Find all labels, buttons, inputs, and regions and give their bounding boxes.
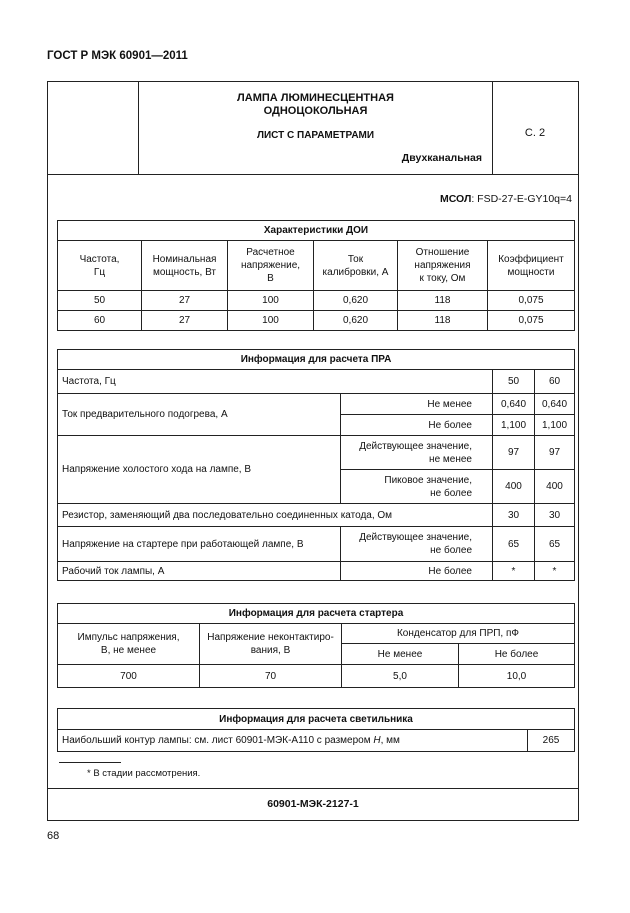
starter-value-noncontact: 70: [200, 665, 342, 688]
doi-data-cell: 118: [398, 291, 488, 311]
doi-header-cell: [488, 241, 575, 291]
page-number: 68: [47, 830, 60, 842]
starter-header-row: [58, 624, 575, 644]
pra-starter-voltage-cond-line1: Действующее значение,: [359, 532, 472, 543]
starter-value-capacitor-min: 5,0: [342, 665, 459, 688]
pra-preheat-min-label: Не менее: [341, 394, 493, 415]
pra-row-ocv-effective: [58, 436, 575, 470]
pra-preheat-max-label: Не более: [341, 415, 493, 436]
pra-lamp-current-cond: Не более: [341, 562, 493, 581]
pra-ocv-peak-label: [341, 470, 493, 504]
pra-row-lamp-current: [58, 562, 575, 581]
footnote: * В стадии рассмотрения.: [87, 768, 201, 779]
starter-table-title: Информация для расчета стартера: [58, 604, 575, 624]
doi-data-cell: 100: [228, 311, 314, 331]
pra-preheat-max-50: 1,100: [493, 415, 535, 436]
pra-row-resistor: [58, 504, 575, 527]
pra-starter-voltage-cond-line2: не более: [430, 545, 472, 556]
pra-resistor-50: 30: [493, 504, 535, 527]
luminaire-contour-row: [58, 730, 575, 752]
luminaire-table-title: Информация для расчета светильника: [58, 709, 575, 730]
lamp-title-line1: ЛАМПА ЛЮМИНЕСЦЕНТНАЯ: [237, 92, 394, 104]
doi-header-cell: [142, 241, 228, 291]
luminaire-contour-label: [58, 730, 528, 752]
luminaire-contour-text: Наибольший контур лампы: см. лист 60901-МЭК-А110 с размером: [62, 735, 374, 746]
luminaire-info-table: [57, 708, 575, 752]
pra-ocv-peak-label-line1: Пиковое значение,: [384, 474, 472, 486]
doi-header-row: [58, 241, 575, 291]
title-block-left-cell: [48, 82, 139, 174]
variant-label: Двухканальная: [401, 152, 482, 164]
footer-separator: [48, 788, 578, 789]
luminaire-contour-dimension: Н: [373, 735, 381, 746]
pra-ocv-peak-label-line2: не более: [430, 487, 472, 499]
pra-resistor-label: Резистор, заменяющий два последовательно соединенных катода, Ом: [58, 504, 493, 527]
doi-data-cell: 100: [228, 291, 314, 311]
starter-value-pulse: 700: [58, 665, 200, 688]
doi-header-line: В: [267, 273, 274, 284]
pra-frequency-label: Частота, Гц: [58, 370, 493, 394]
pra-row-preheat-min: [58, 394, 575, 415]
doi-header-cell: [58, 241, 142, 291]
doi-header-line: мощности: [507, 266, 555, 278]
pra-preheat-max-60: 1,100: [535, 415, 575, 436]
luminaire-contour-value: 265: [528, 730, 575, 752]
doi-header-line: Расчетное: [246, 247, 295, 258]
doi-header-cell: [398, 241, 488, 291]
doi-data-row: [58, 311, 575, 331]
msol-label: МСОЛ: [439, 193, 472, 205]
pra-ocv-eff-label-line2: не менее: [429, 453, 472, 465]
doi-data-cell: 0,075: [488, 291, 575, 311]
luminaire-contour-unit: , мм: [380, 735, 400, 746]
starter-values-row: [58, 665, 575, 688]
starter-col-pulse: [58, 624, 200, 665]
doi-data-cell: 0,620: [314, 291, 398, 311]
pra-resistor-60: 30: [535, 504, 575, 527]
doi-header-line: к току, Ом: [419, 273, 466, 284]
doi-data-cell: 27: [142, 291, 228, 311]
sheet-caption: ЛИСТ С ПАРАМЕТРАМИ: [256, 130, 375, 141]
doi-header-line: Номинальная: [152, 253, 217, 265]
starter-col-capacitor-min: Не менее: [342, 644, 459, 665]
doi-data-cell: 0,620: [314, 311, 398, 331]
pra-ocv-eff-50: 97: [493, 436, 535, 470]
starter-value-capacitor-max: 10,0: [459, 665, 575, 688]
pra-ocv-eff-label: [341, 436, 493, 470]
doi-header-line: напряжения: [414, 260, 471, 271]
pra-ocv-eff-label-line1: Действующее значение,: [359, 440, 472, 452]
pra-starter-voltage-60: 65: [535, 527, 575, 562]
sheet-frame: [47, 81, 579, 821]
doi-header-line: напряжение,: [240, 260, 301, 271]
pra-ocv-label: Напряжение холостого хода на лампе, В: [58, 436, 341, 504]
doi-data-cell: 27: [142, 311, 228, 331]
pra-row-frequency: [58, 370, 575, 394]
doi-header-line: Частота,: [79, 253, 120, 265]
pra-row-starter-voltage: [58, 527, 575, 562]
doi-table-title: Характеристики ДОИ: [58, 221, 575, 241]
starter-col-noncontact: [200, 624, 342, 665]
pra-starter-voltage-cond: [341, 527, 493, 562]
doi-data-row: [58, 291, 575, 311]
doi-data-cell: 60: [58, 311, 142, 331]
doi-header-cell: [228, 241, 314, 291]
pra-frequency-50: 50: [493, 370, 535, 394]
starter-info-table: [57, 603, 575, 688]
starter-col-pulse-line1: Импульс напряжения,: [77, 632, 180, 643]
pra-preheat-label: Ток предварительного подогрева, А: [58, 394, 341, 436]
pra-info-table: [57, 349, 575, 581]
doi-header-line: мощность, Вт: [152, 266, 216, 278]
doi-data-cell: 0,075: [488, 311, 575, 331]
lamp-title: [139, 92, 492, 118]
pra-ocv-eff-60: 97: [535, 436, 575, 470]
footnote-rule: [59, 762, 121, 763]
msol-value: : FSD-27-E-GY10q=4: [471, 193, 572, 205]
pra-ocv-peak-50: 400: [493, 470, 535, 504]
pra-ocv-peak-60: 400: [535, 470, 575, 504]
doi-header-line: калибровки, А: [322, 266, 389, 278]
doi-header-cell: [314, 241, 398, 291]
starter-col-capacitor-max: Не более: [459, 644, 575, 665]
pra-lamp-current-50: *: [493, 562, 535, 581]
pra-lamp-current-60: *: [535, 562, 575, 581]
starter-col-noncontact-line2: вания, В: [250, 645, 291, 656]
doi-header-line: Коэффициент: [498, 253, 564, 265]
pra-starter-voltage-label: Напряжение на стартере при работающей лампе, В: [58, 527, 341, 562]
pra-frequency-60: 60: [535, 370, 575, 394]
doi-data-cell: 118: [398, 311, 488, 331]
title-block: [48, 82, 578, 175]
pra-lamp-current-label: Рабочий ток лампы, А: [58, 562, 341, 581]
doi-header-line: Отношение: [415, 247, 470, 258]
sheet-page-label: С. 2: [524, 127, 546, 139]
document-standard-header: ГОСТ Р МЭК 60901—2011: [47, 50, 188, 62]
sheet-code: 60901-МЭК-2127-1: [267, 798, 359, 810]
doi-data-cell: 50: [58, 291, 142, 311]
doi-characteristics-table: [57, 220, 575, 331]
pra-preheat-min-60: 0,640: [535, 394, 575, 415]
pra-table-title: Информация для расчета ПРА: [58, 350, 575, 370]
doi-header-line: Ток: [347, 253, 364, 265]
msol-designation: [440, 193, 572, 205]
starter-col-noncontact-line1: Напряжение неконтактиро-: [207, 632, 334, 643]
starter-col-capacitor: Конденсатор для ПРП, пФ: [342, 624, 575, 644]
doi-header-line: Гц: [93, 266, 106, 278]
lamp-title-line2: ОДНОЦОКОЛЬНАЯ: [263, 105, 368, 117]
pra-starter-voltage-50: 65: [493, 527, 535, 562]
starter-col-pulse-line2: В, не менее: [100, 645, 157, 656]
pra-preheat-min-50: 0,640: [493, 394, 535, 415]
